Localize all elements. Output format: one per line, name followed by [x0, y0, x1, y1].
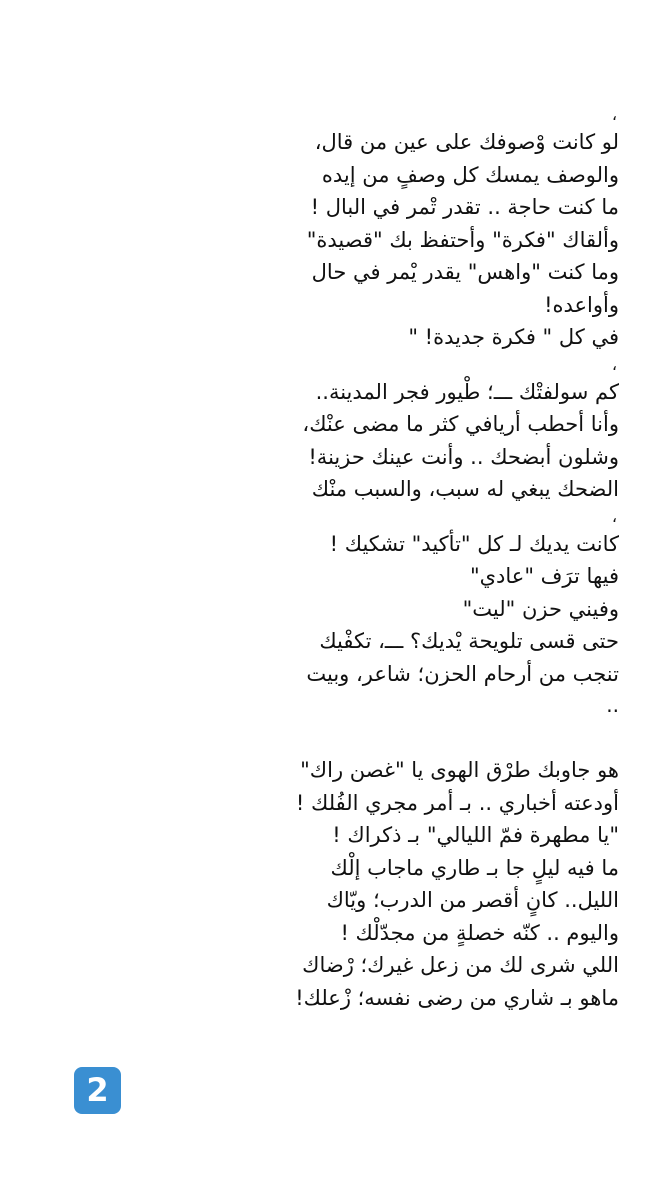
stanza-ending-dots: .. — [606, 693, 619, 717]
poem-line: كم سولفتْك ـــ؛ طْيور فجر المدينة.. — [315, 379, 619, 404]
poem-line: لو كانت وْصوفك على عين من قال، — [314, 130, 619, 154]
poem-line: فيها ترَف "عادي" — [469, 564, 619, 588]
page-number-badge: 2 — [74, 1067, 121, 1114]
poem-line: اللي شرى لك من زعل غيرك؛ رْضاك — [302, 953, 619, 977]
poem-line: "يا مطهرة فمّ الليالي" بـ ذكراك ! — [332, 823, 619, 847]
poem-line: ما فيه ليلٍ جا بـ طاري ماجاب إلْك — [330, 855, 619, 880]
poem-line: حتى قسى تلويحة يْديك؟ ـــ، تكفْيك — [319, 629, 619, 653]
poem-line: الضحك يبغي له سبب، والسبب منْك — [311, 477, 619, 501]
poem-line: واليوم .. كنّه خصلةٍ من مجدّلْك ! — [340, 920, 619, 945]
stanza-mark: ، — [611, 354, 617, 374]
poem-line: وما كنت "واهس" يقدر يْمر في حال — [311, 260, 619, 284]
poem-line: الليل.. كانٍ أقصر من الدرب؛ ويّاك — [326, 888, 619, 912]
poem-line: تنجب من أرحام الحزن؛ شاعر، وبيت — [306, 661, 619, 686]
poem-body — [29, 104, 619, 1014]
poem-line: والوصف يمسك كل وصفٍ من إيده — [321, 162, 619, 187]
poem-line: ما كنت حاجة .. تقدر تْمر في البال ! — [310, 195, 619, 219]
poem-line: في كل " فكرة جديدة! " — [408, 325, 619, 349]
poem-line: كانت يديك لـ كل "تأكيد" تشكيك ! — [329, 531, 619, 556]
poem-line: أودعته أخباري .. بـ أمر مجري الفُلك ! — [295, 790, 619, 815]
stanza-mark: ، — [611, 105, 617, 124]
poem-line: ماهو بـ شاري من رضى نفسه؛ زْعلك! — [295, 985, 619, 1010]
stanza-mark: ، — [611, 506, 617, 526]
poem-line: وألقاك "فكرة" وأحتفظ بك "قصيدة" — [306, 227, 619, 252]
poem-line: هو جاوبك طرْق الهوى يا "غصن راك" — [300, 758, 619, 782]
poem-line: وفيني حزن "ليت" — [462, 596, 619, 621]
stanza-gap — [29, 720, 619, 754]
poem-line: وشلون أبضحك .. وأنت عينك حزينة! — [308, 444, 619, 469]
poem-line: وأواعده! — [544, 292, 619, 317]
poem-line: وأنا أحطب أريافي كثر ما مضى عنْك، — [302, 412, 619, 436]
